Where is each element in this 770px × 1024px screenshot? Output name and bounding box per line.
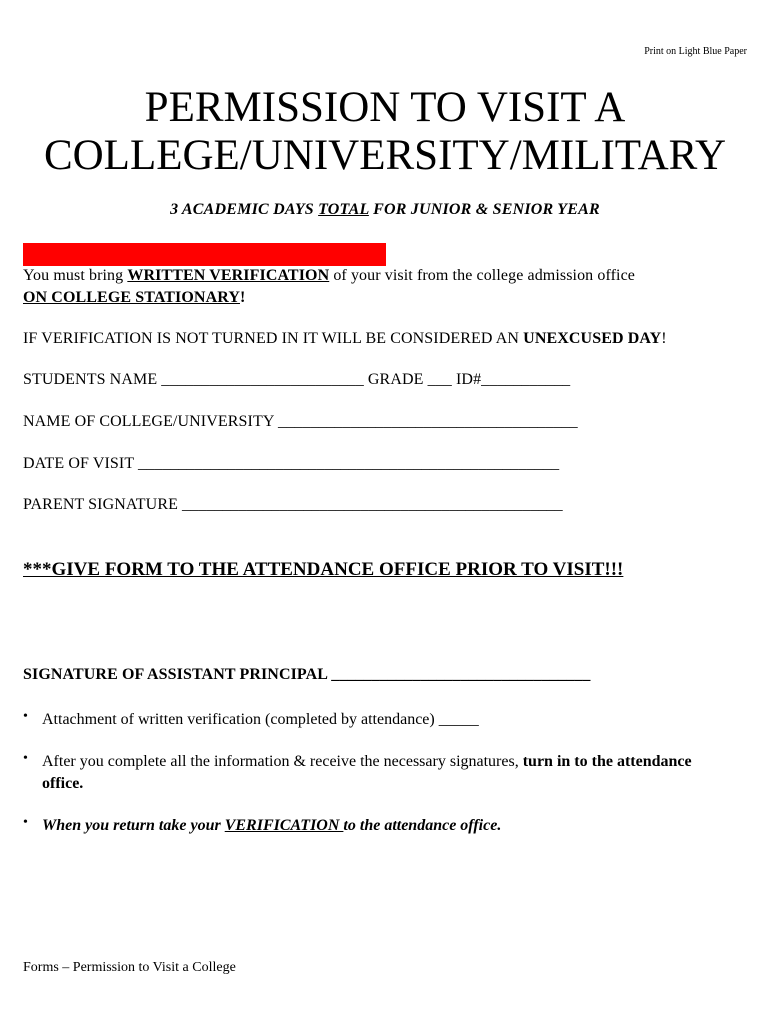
subtitle — [0, 201, 770, 219]
verification-line-1 — [23, 267, 635, 285]
subtitle-after: FOR JUNIOR & SENIOR YEAR — [368, 201, 600, 218]
assistant-principal-signature-field[interactable]: SIGNATURE OF ASSISTANT PRINCIPAL ________________________________ — [23, 666, 591, 683]
unexcused-day: UNEXCUSED DAY — [523, 330, 662, 347]
footer: Forms – Permission to Visit a College — [23, 960, 236, 975]
title-line-2: COLLEGE/UNIVERSITY/MILITARY — [43, 132, 727, 179]
title-line-1: PERMISSION TO VISIT A — [144, 84, 626, 131]
list-item — [23, 709, 723, 731]
list-item — [23, 751, 723, 795]
attendance-notice: ***GIVE FORM TO THE ATTENDANCE OFFICE PRIOR TO VISIT!!! — [23, 559, 624, 580]
bullet-text-2 — [42, 751, 723, 795]
bullet-text-1: Attachment of written verification (completed by attendance) _____ — [42, 711, 479, 728]
subtitle-total: TOTAL — [318, 201, 369, 218]
bullet-3-verification: VERIFICATION — [224, 817, 344, 834]
bullet-text-3 — [42, 815, 723, 837]
bullet-3-after: to the attendance office. — [343, 817, 502, 834]
bullet-icon: • — [23, 815, 28, 830]
redaction-bar — [23, 243, 386, 266]
bullet-icon: • — [23, 709, 28, 724]
warning-after: ! — [661, 330, 667, 347]
college-stationary: ON COLLEGE STATIONARY — [23, 289, 240, 306]
written-verification: WRITTEN VERIFICATION — [127, 267, 330, 284]
stationary-exclaim: ! — [239, 289, 246, 306]
print-note: Print on Light Blue Paper — [644, 46, 747, 57]
list-item — [23, 815, 723, 837]
subtitle-before: 3 ACADEMIC DAYS — [170, 201, 319, 218]
parent-signature-field[interactable]: PARENT SIGNATURE _______________________________________________ — [23, 496, 563, 513]
bullet-2-before: After you complete all the information & receive the necessary signatures, — [42, 753, 523, 770]
date-of-visit-field[interactable]: DATE OF VISIT ____________________________________________________ — [23, 455, 560, 472]
unexcused-warning — [23, 330, 667, 348]
warning-before: IF VERIFICATION IS NOT TURNED IN IT WILL BE CONSIDERED AN — [23, 330, 524, 347]
verification-before: You must bring — [23, 267, 128, 284]
college-name-field[interactable]: NAME OF COLLEGE/UNIVERSITY _____________________________________ — [23, 413, 578, 430]
page-title — [0, 84, 770, 180]
bullet-icon: • — [23, 751, 28, 766]
student-name-field[interactable]: STUDENTS NAME _________________________ GRADE ___ ID#___________ — [23, 371, 571, 388]
bullet-3-before: When you return take your — [42, 817, 225, 834]
verification-line-2 — [23, 289, 245, 307]
bullet-2-bold: turn in to the attendance office. — [42, 753, 692, 792]
verification-after: of your visit from the college admission office — [329, 267, 636, 284]
